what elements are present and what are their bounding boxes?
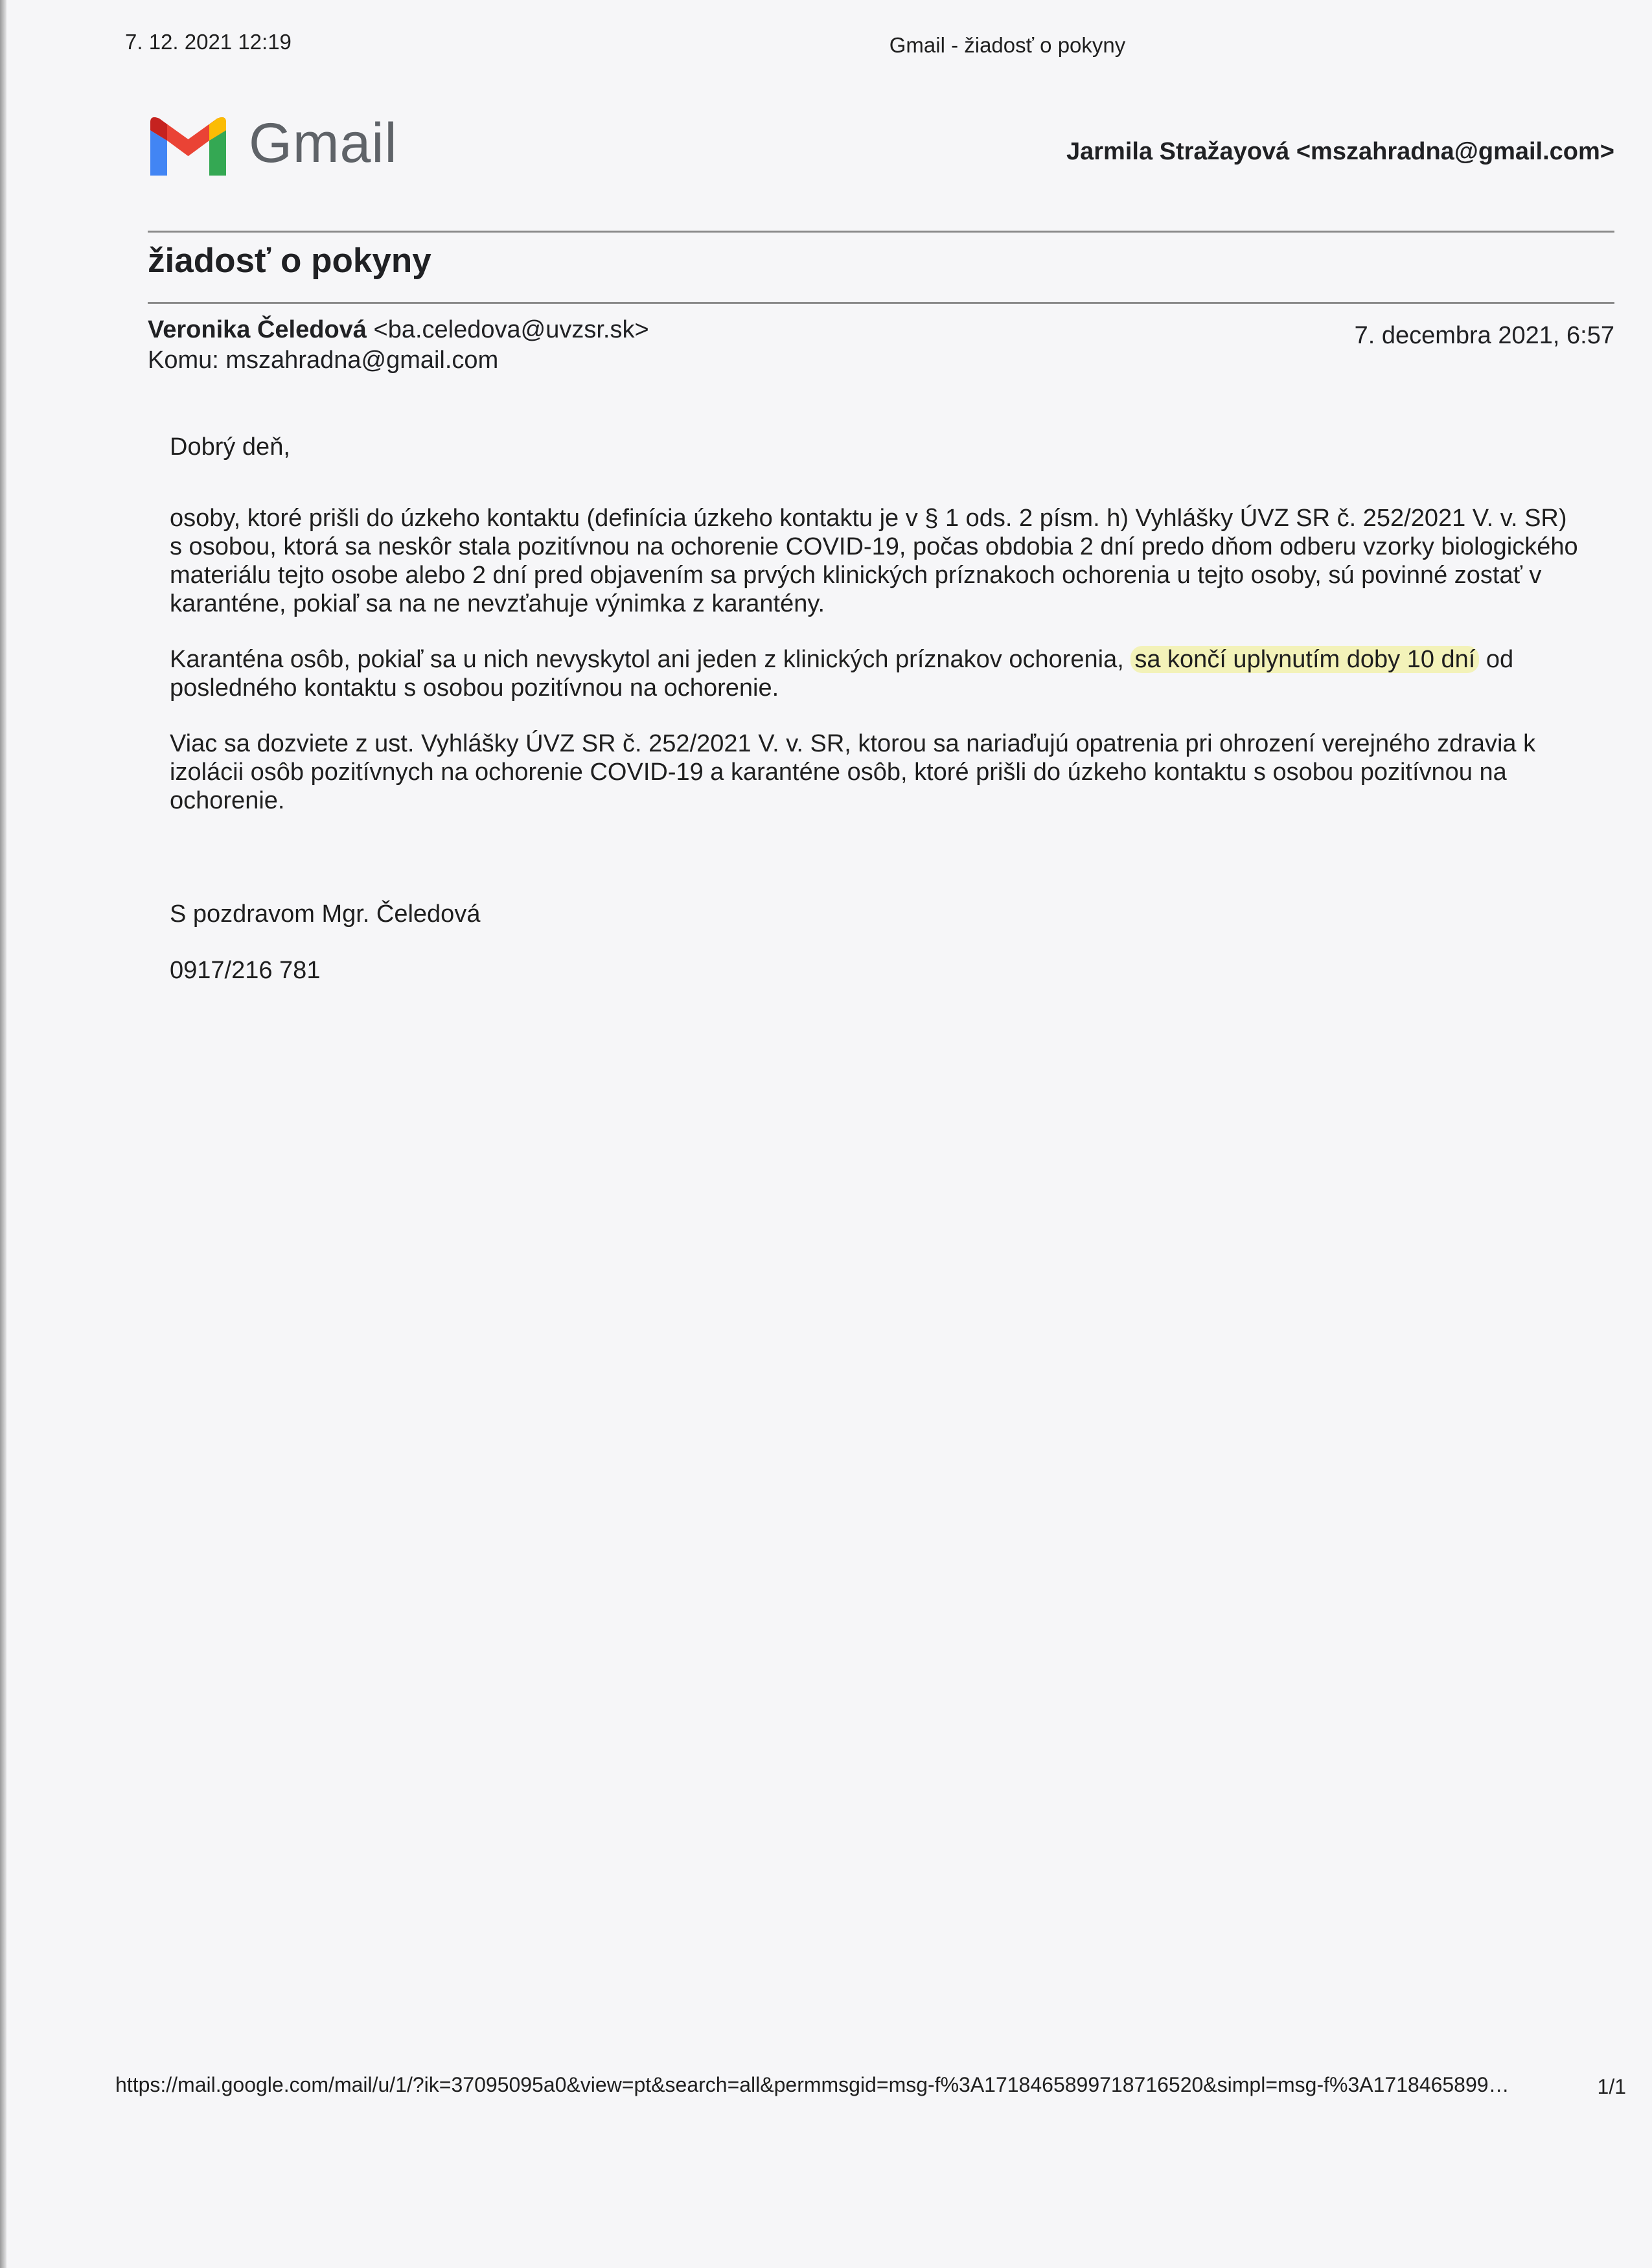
footer-url: https://mail.google.com/mail/u/1/?ik=37095095a0&view=pt&search=all&permmsgid=msg-f%3A1718465899718716520&simpl=msg-f%3A1718465899… <box>115 2073 1509 2096</box>
paragraph-1: osoby, ktoré prišli do úzkeho kontaktu (definícia úzkeho kontaktu je v § 1 ods. 2 písm. h) Vyhlášky ÚVZ SR č. 252/2021 V. v. SR) s osobou, ktorá sa neskôr stala pozitívnou na ochorenie COVID-19, počas obdobia 2 dní predo dňom odberu vzorky biologického materiálu tejto osobe alebo 2 dní pred objavením sa prvých klinických príznakoch ochorenia u tejto osoby, sú povinné zostať v karanténe, pokiaľ sa na ne nevzťahuje výnimka z karantény. <box>170 505 1578 617</box>
gmail-wordmark: Gmail <box>249 112 398 174</box>
sender-name: Veronika Čeledová <box>148 316 367 343</box>
account-name: Jarmila Stražayová <mszahradna@gmail.com> <box>1066 138 1614 165</box>
scan-edge <box>0 0 6 2268</box>
paragraph-2 <box>170 645 1579 702</box>
paragraph-3: Viac sa dozviete z ust. Vyhlášky ÚVZ SR č. 252/2021 V. v. SR, ktorou sa nariaďujú opatrenia pri ohrození verejného zdravia k izolácii osôb pozitívnych na ochorenie COVID-19 a karanténe osôb, ktoré prišli do úzkeho kontaktu s osobou pozitívnou na ochorenie. <box>170 730 1536 814</box>
highlighted-text: sa končí uplynutím doby 10 dní <box>1130 646 1479 673</box>
phone-number: 0917/216 781 <box>170 957 321 984</box>
sender <box>148 316 649 344</box>
message-body <box>170 433 1579 842</box>
email-subject: žiadosť o pokyny <box>148 242 431 280</box>
divider-top <box>148 231 1614 233</box>
divider-subject <box>148 302 1614 304</box>
recipient: Komu: mszahradna@gmail.com <box>148 347 499 374</box>
paragraph-2-end: od posledného kontaktu s osobou pozitívnou na ochorenie. <box>170 646 1514 702</box>
greeting: Dobrý deň, <box>170 433 290 461</box>
message-date: 7. decembra 2021, 6:57 <box>1354 322 1614 349</box>
page-number: 1/1 <box>1597 2075 1626 2098</box>
sender-email: <ba.celedova@uvzsr.sk> <box>373 316 649 343</box>
print-title: Gmail - žiadosť o pokyny <box>889 33 1126 57</box>
closing: S pozdravom Mgr. Čeledová <box>170 900 481 928</box>
print-datetime: 7. 12. 2021 12:19 <box>125 30 292 54</box>
paragraph-2-start: Karanténa osôb, pokiaľ sa u nich nevyskytol ani jeden z klinických príznakov ochorenia, <box>170 646 1131 673</box>
gmail-logo-icon <box>148 113 229 176</box>
